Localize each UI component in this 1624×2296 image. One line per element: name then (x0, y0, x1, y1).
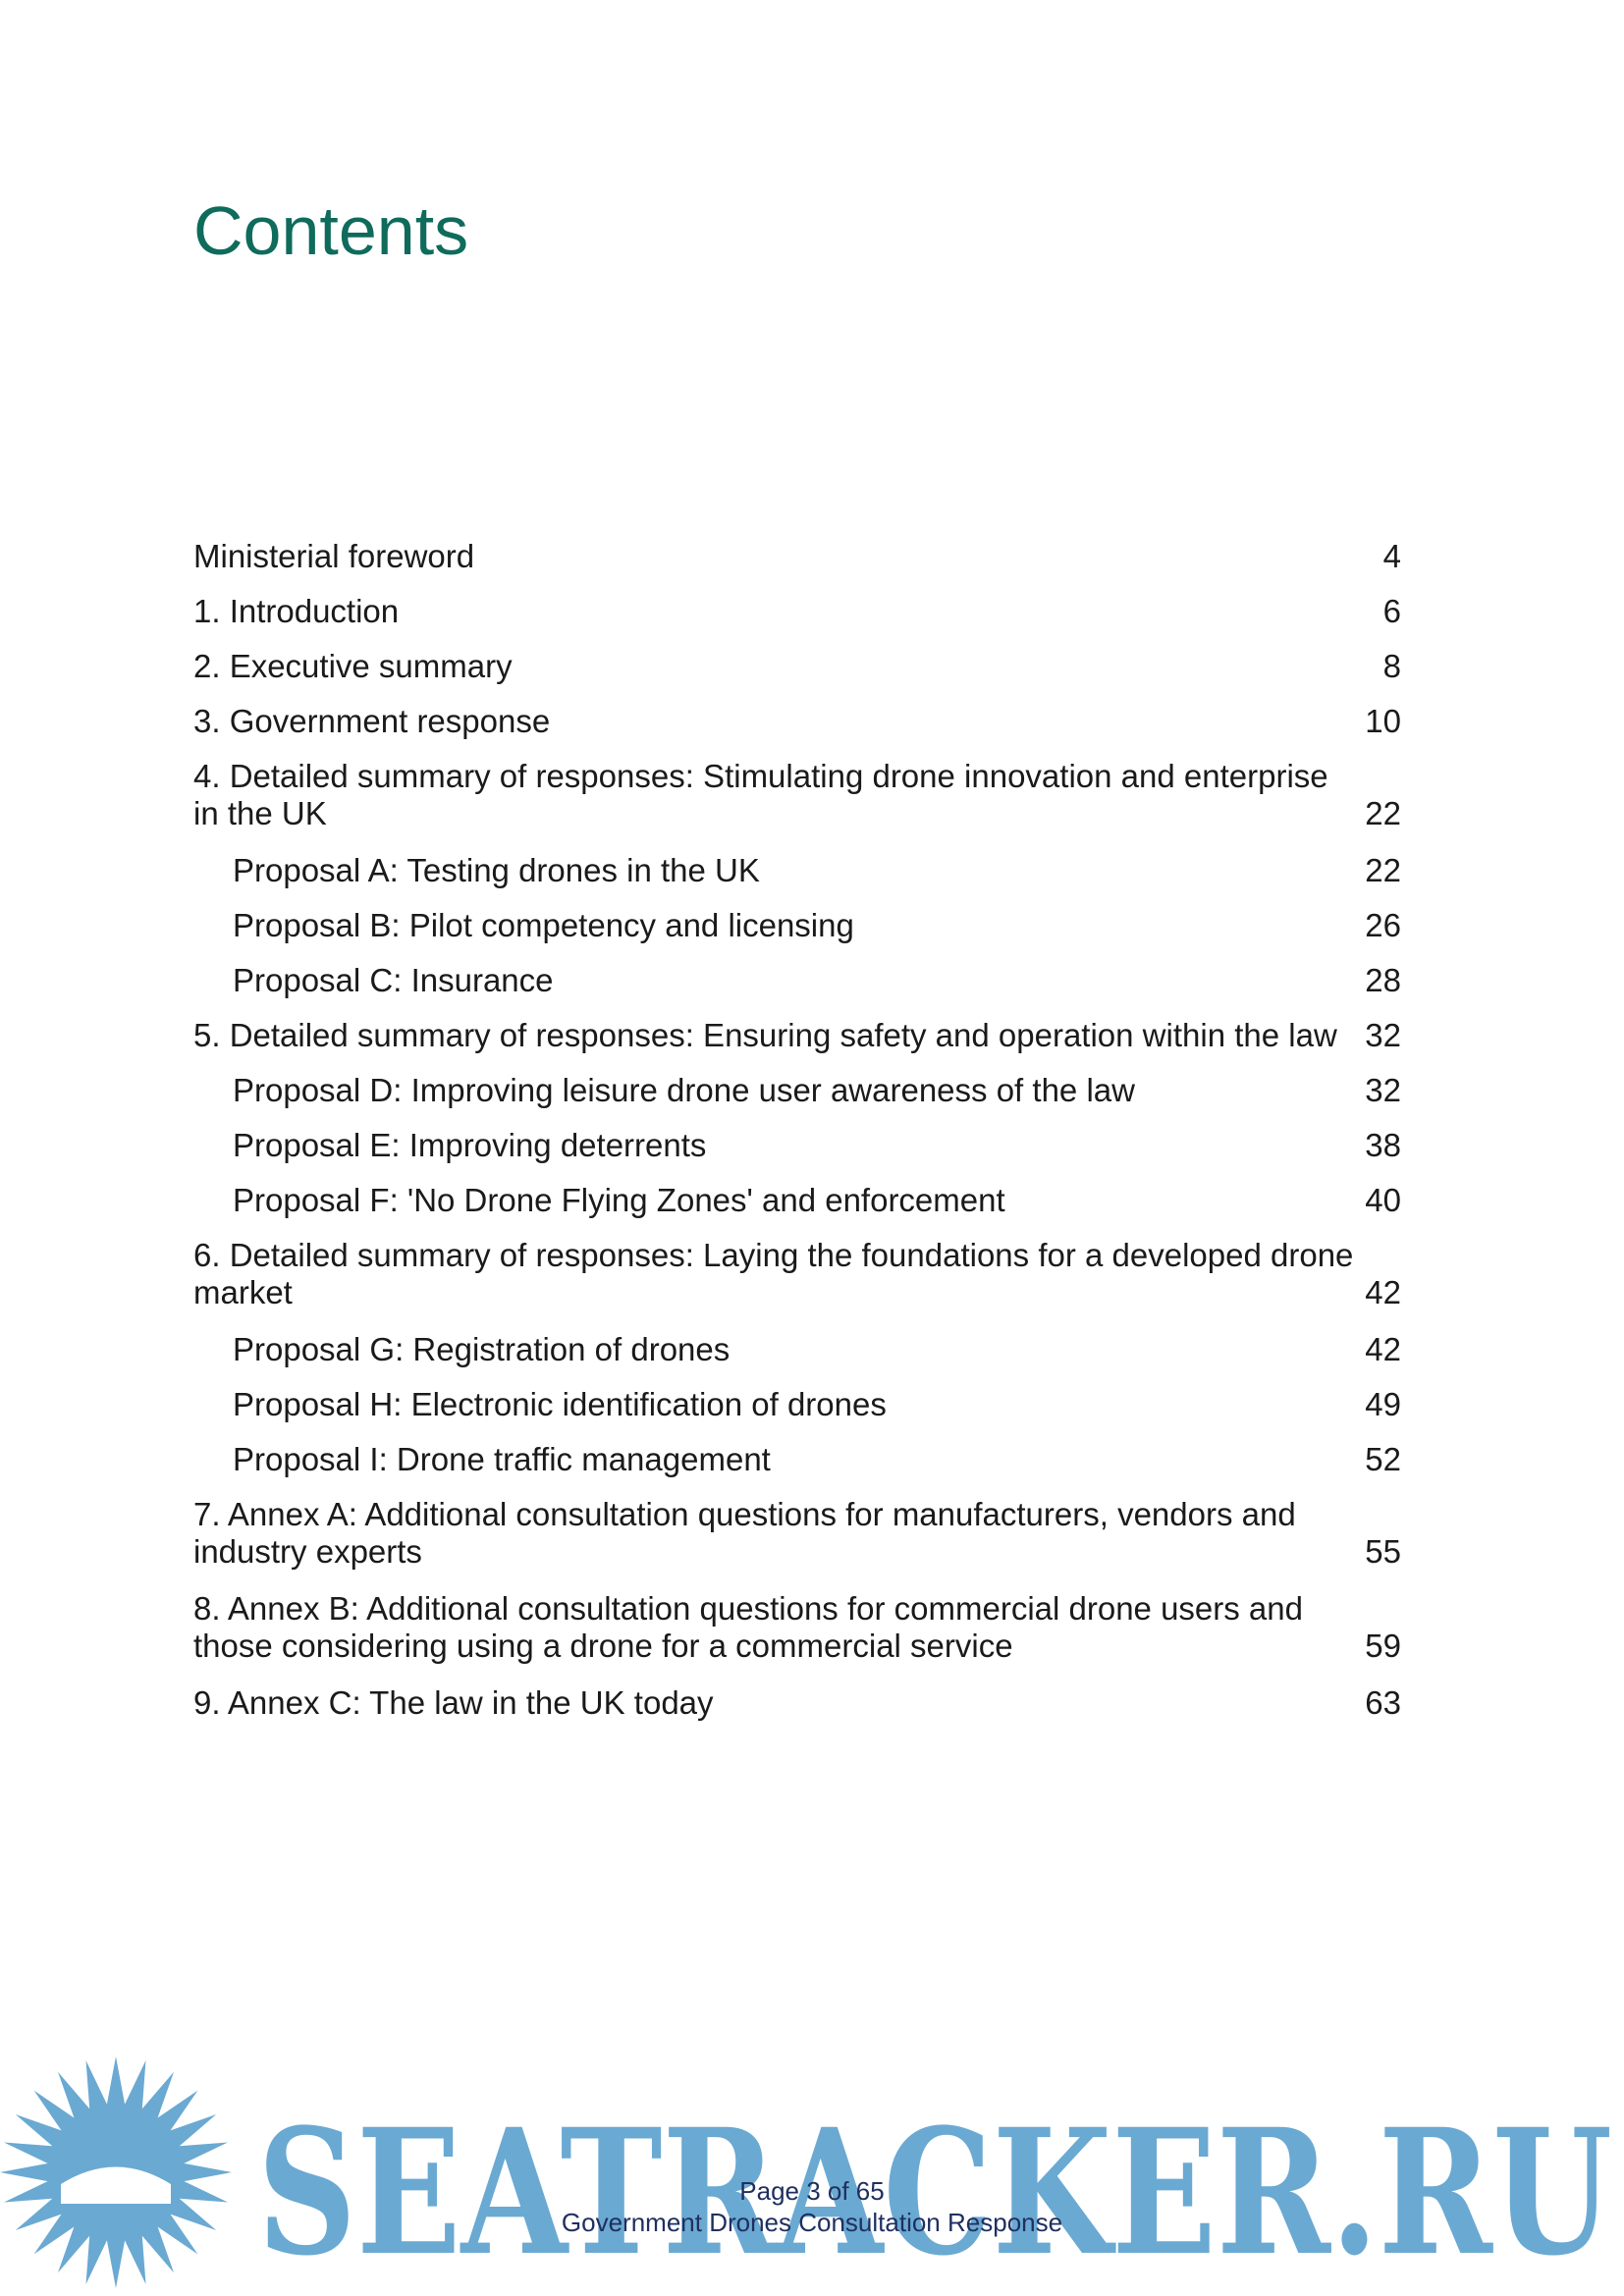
toc-entry[interactable] (193, 1237, 1401, 1311)
toc-entry-page: 28 (1365, 962, 1401, 998)
toc-entry[interactable] (193, 1386, 1401, 1423)
toc-entry[interactable] (193, 1684, 1401, 1722)
toc-entry[interactable] (193, 852, 1401, 889)
toc-entry-page: 22 (1365, 795, 1401, 831)
toc-entry-page: 52 (1365, 1441, 1401, 1477)
toc-entry[interactable] (193, 1182, 1401, 1219)
toc-entry[interactable] (193, 648, 1401, 685)
toc-entry-page: 38 (1365, 1127, 1401, 1163)
toc-entry[interactable] (193, 538, 1401, 575)
toc-entry-page: 63 (1365, 1684, 1401, 1721)
toc-entry-page: 26 (1365, 907, 1401, 943)
sun-logo-icon (0, 2056, 232, 2288)
toc-entry-page: 8 (1382, 648, 1401, 684)
page-title: Contents (193, 192, 469, 269)
toc-entry[interactable] (193, 1072, 1401, 1109)
footer-document-title: Government Drones Consultation Response (561, 2208, 1063, 2237)
toc-entry[interactable] (193, 1590, 1401, 1665)
toc-entry-title: 9. Annex C: The law in the UK today (193, 1684, 714, 1721)
toc-entry-page: 32 (1365, 1072, 1401, 1108)
toc-entry-page: 6 (1382, 593, 1401, 629)
toc-entry[interactable] (193, 1331, 1401, 1368)
toc-entry-title: 2. Executive summary (193, 648, 513, 684)
toc-entry-title: 4. Detailed summary of responses: Stimulating drone innovation and enterprise in the UK (193, 758, 1328, 831)
toc-entry-title: 7. Annex A: Additional consultation questions for manufacturers, vendors and industry experts (193, 1496, 1296, 1570)
toc-entry[interactable] (193, 1127, 1401, 1164)
toc-entry-title: 1. Introduction (193, 593, 400, 629)
toc-entry-title: Proposal C: Insurance (233, 962, 554, 998)
toc-entry-title: 8. Annex B: Additional consultation questions for commercial drone users and those considering using a drone for a commercial service (193, 1590, 1303, 1664)
toc-entry-title: Proposal A: Testing drones in the UK (233, 852, 760, 888)
toc-entry-page: 10 (1365, 703, 1401, 739)
toc-entry-page: 55 (1365, 1533, 1401, 1570)
toc-entry-title: Proposal I: Drone traffic management (233, 1441, 771, 1477)
toc-entry-title: Proposal E: Improving deterrents (233, 1127, 707, 1163)
toc-entry-title: Proposal D: Improving leisure drone user awareness of the law (233, 1072, 1135, 1108)
toc-entry[interactable] (193, 1496, 1401, 1571)
toc-entry[interactable] (193, 1017, 1401, 1054)
toc-entry-page: 40 (1365, 1182, 1401, 1218)
toc-entry[interactable] (193, 1441, 1401, 1478)
toc-entry-page: 42 (1365, 1331, 1401, 1367)
toc-entry[interactable] (193, 907, 1401, 944)
toc-entry-title: 5. Detailed summary of responses: Ensuring safety and operation within the law (193, 1017, 1337, 1053)
toc-entry-title: 3. Government response (193, 703, 551, 739)
footer-page-number: Page 3 of 65 (739, 2176, 885, 2206)
toc-entry-page: 42 (1365, 1274, 1401, 1310)
toc-entry-page: 59 (1365, 1628, 1401, 1664)
toc-entry-title: 6. Detailed summary of responses: Laying the foundations for a developed drone market (193, 1237, 1354, 1310)
watermark-text: SEATRACKER.RU (257, 2091, 1612, 2294)
toc-entry-page: 4 (1382, 538, 1401, 574)
toc-entry[interactable] (193, 703, 1401, 740)
toc-entry[interactable] (193, 962, 1401, 999)
toc-entry-title: Ministerial foreword (193, 538, 475, 574)
toc-entry-page: 49 (1365, 1386, 1401, 1422)
toc-entry-page: 32 (1365, 1017, 1401, 1053)
toc-entry-title: Proposal G: Registration of drones (233, 1331, 731, 1367)
toc-entry-title: Proposal B: Pilot competency and licensing (233, 907, 854, 943)
toc-entry[interactable] (193, 593, 1401, 630)
toc-entry[interactable] (193, 758, 1401, 832)
toc-entry-title: Proposal F: 'No Drone Flying Zones' and enforcement (233, 1182, 1005, 1218)
toc-entry-title: Proposal H: Electronic identification of drones (233, 1386, 887, 1422)
toc-entry-page: 22 (1365, 852, 1401, 888)
